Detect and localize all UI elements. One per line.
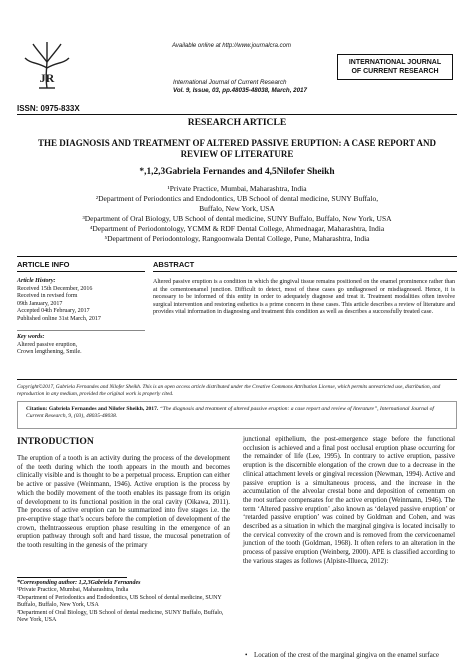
- keywords: [17, 334, 145, 357]
- footnote-line: ³Department of Oral Biology, UB School of dental medicine, SUNY Buffalo, Buffalo, New York, USA: [17, 609, 224, 624]
- journal-info: [173, 79, 307, 95]
- intro-left-column: The eruption of a tooth is an activity during the process of the development of the teeth during which the tooth appears in the mouth and becomes clinically visible and is thought to be a perpetual process. Eruption can either be active or passive (Weinmann, 1946). Active eruption is the process by which the bodily movement of the tooth enables its passage from its origin of development to its functional position in the oral cavity (Oikawa, 2011). The process of active eruption can be summarized into five stages i.e. the pre-eruptive stage that’s occurs before the completion of development of the crown, theIntraosseous eruption phase resulting in the emergence of an eruption pathway through soft and hard tissue, the mucosal penetration of the tooth resulting in the genesis of the primary: [17, 455, 230, 550]
- introduction-heading: INTRODUCTION: [17, 436, 94, 447]
- article-history: [17, 278, 145, 323]
- intro-right-column: junctional epithelium, the post-emergence stage before the functional occlusion is achieved and a final post occlusal eruption phase occurring for the remainder of life (Lee, 1995). In contrary to active eruption, passive eruption is the discernible elongation of the crown due to a decrease in the clinical attachment levels or gingival recession (Newman, 1994). Active and passive eruption is a simultaneous process, and the increase in the accumulation of the alveolar crestal bone and deposition of cementum on the root surface compensates for the active eruption (Weinmann, 1946). The term ‘Altered passive eruption’ ,also known as ‘delayed passive eruption’ or ‘retarded passive eruption’ was coined by Goldman and Cohen, and was described as a situation in which the marginal gingiva is located incisally to the cervical convexity of the crown and is removed from the cervicoenamel junction of the tooth (Goldman, 1968). It often refers to an alteration in the process of passive eruption (Weinberg, 2000). APE is classified according to the various stages as follows (Alpiste-Illueca, 2012):: [243, 436, 455, 565]
- affiliation-line: ²Department of Periodontics and Endodontics, UB School of dental medicine, SUNY Buffalo,: [95, 194, 379, 203]
- info-rule-left: [17, 271, 145, 272]
- available-online: Available online at http://www.journalcra.com: [172, 43, 291, 49]
- abstract-heading: ABSTRACT: [153, 260, 195, 269]
- journal-box: [337, 54, 453, 80]
- history-line: 09th January, 2017: [17, 300, 63, 307]
- authors: *,1,2,3Gabriela Fernandes and 4,5Nilofer Sheikh: [139, 167, 335, 177]
- footnote: [17, 580, 230, 624]
- journal-box-line2: OF CURRENT RESEARCH: [351, 68, 439, 75]
- history-heading: Article History:: [17, 278, 56, 284]
- journal-name: International Journal of Current Research: [173, 79, 287, 86]
- footnote-rule: [17, 577, 127, 578]
- history-line: Published online 31st March, 2017: [17, 315, 101, 322]
- title-line-2: REVIEW OF LITERATURE: [180, 149, 294, 159]
- info-rule-right: [153, 271, 457, 272]
- affiliation-line: ³Department of Oral Biology, UB School of dental medicine, SUNY Buffalo, Buffalo, New York, USA: [82, 214, 392, 223]
- journal-box-line1: INTERNATIONAL JOURNAL: [348, 59, 442, 66]
- footnote-line: ²Department of Periodontics and Endodontics, UB School of dental medicine, SUNY Buffalo, Buffalo, New York, USA: [17, 594, 222, 609]
- affiliation-line: ⁴Department of Periodontology, YCMM & RDF Dental College, Ahmednagar, Maharashtra, India: [89, 224, 385, 233]
- abstract-text: Altered passive eruption is a condition in which the gingival tissue remains positioned on the enamel prominence rather than at the cementoenamel junction. Difficult to detect, most of these cases go undiagnosed or misdiagnosed. Hence, it is necessary to be informed of this entity in order to adequately diagnose and treat it. Treatment modalities often involve surgical intervention and restoring esthetics is a prime concern in these cases. This article describes a review of literature and provides vital information in diagnosing and treatment this condition as well as describes a successfully treated case.: [153, 279, 455, 316]
- bullet-dot-icon: •: [245, 652, 248, 659]
- info-rule-top: [17, 256, 457, 257]
- keyword-line: Altered passive eruption,: [17, 341, 78, 348]
- history-line: Received 15th December, 2016: [17, 285, 93, 292]
- citation-label: Citation: Gabriela Fernandes and Nilofer Sheikh, 2017.: [26, 406, 159, 412]
- citation-text: “The diagnosis and treatment of altered passive eruption: a case report and review of literature”, International Journal of Current Research, 9, (03), 48035-48038.: [26, 406, 434, 420]
- affiliation-line: ⁵Department of Periodontology, Rangoonwala Dental College, Pune, Maharashtra, India: [104, 234, 370, 243]
- footnote-line: ¹Private Practice, Mumbai, Maharashtra, India: [17, 587, 129, 594]
- history-line: Received in revised form: [17, 293, 78, 299]
- header-rule: [17, 114, 457, 115]
- keywords-heading: Key words:: [17, 334, 45, 340]
- keyword-line: Crown lengthening, Smile.: [17, 349, 82, 355]
- title-line-1: THE DIAGNOSIS AND TREATMENT OF ALTERED PASSIVE ERUPTION: A CASE REPORT AND: [37, 138, 437, 148]
- bullet-item: [245, 652, 454, 661]
- affiliations: [22, 184, 452, 244]
- keywords-rule: [17, 330, 145, 331]
- issn: ISSN: 0975-833X: [17, 104, 80, 113]
- info-rule-bottom: [17, 379, 457, 380]
- affiliation-line: ¹Private Practice, Mumbai, Maharashtra, India: [167, 184, 307, 193]
- corresponding-author: *Corresponding author: 1,2,3Gabriela Fernandes: [17, 580, 141, 586]
- copyright: Copyright©2017, Gabriela Fernandes and Nilofer Sheikh. This is an open access article distributed under the Creative Commons Attribution License, which permits unrestricted use, distribution, and reproduction in any medium, provided the original work is properly cited.: [17, 384, 441, 397]
- affiliation-line: Buffalo, New York, USA: [199, 204, 275, 213]
- article-title: [20, 138, 454, 160]
- article-type: RESEARCH ARTICLE: [187, 117, 287, 128]
- article-info-heading: ARTICLE INFO: [17, 260, 70, 269]
- bullet-text: Location of the crest of the marginal gingiva on the enamel surface: [254, 652, 439, 659]
- svg-text:JR: JR: [39, 71, 55, 85]
- journal-issue: Vol. 9, Issue, 03, pp.48035-48038, March, 2017: [173, 87, 307, 94]
- citation-box: [17, 401, 457, 429]
- history-line: Accepted 04th February, 2017: [17, 308, 90, 314]
- journal-logo-icon: [17, 38, 77, 98]
